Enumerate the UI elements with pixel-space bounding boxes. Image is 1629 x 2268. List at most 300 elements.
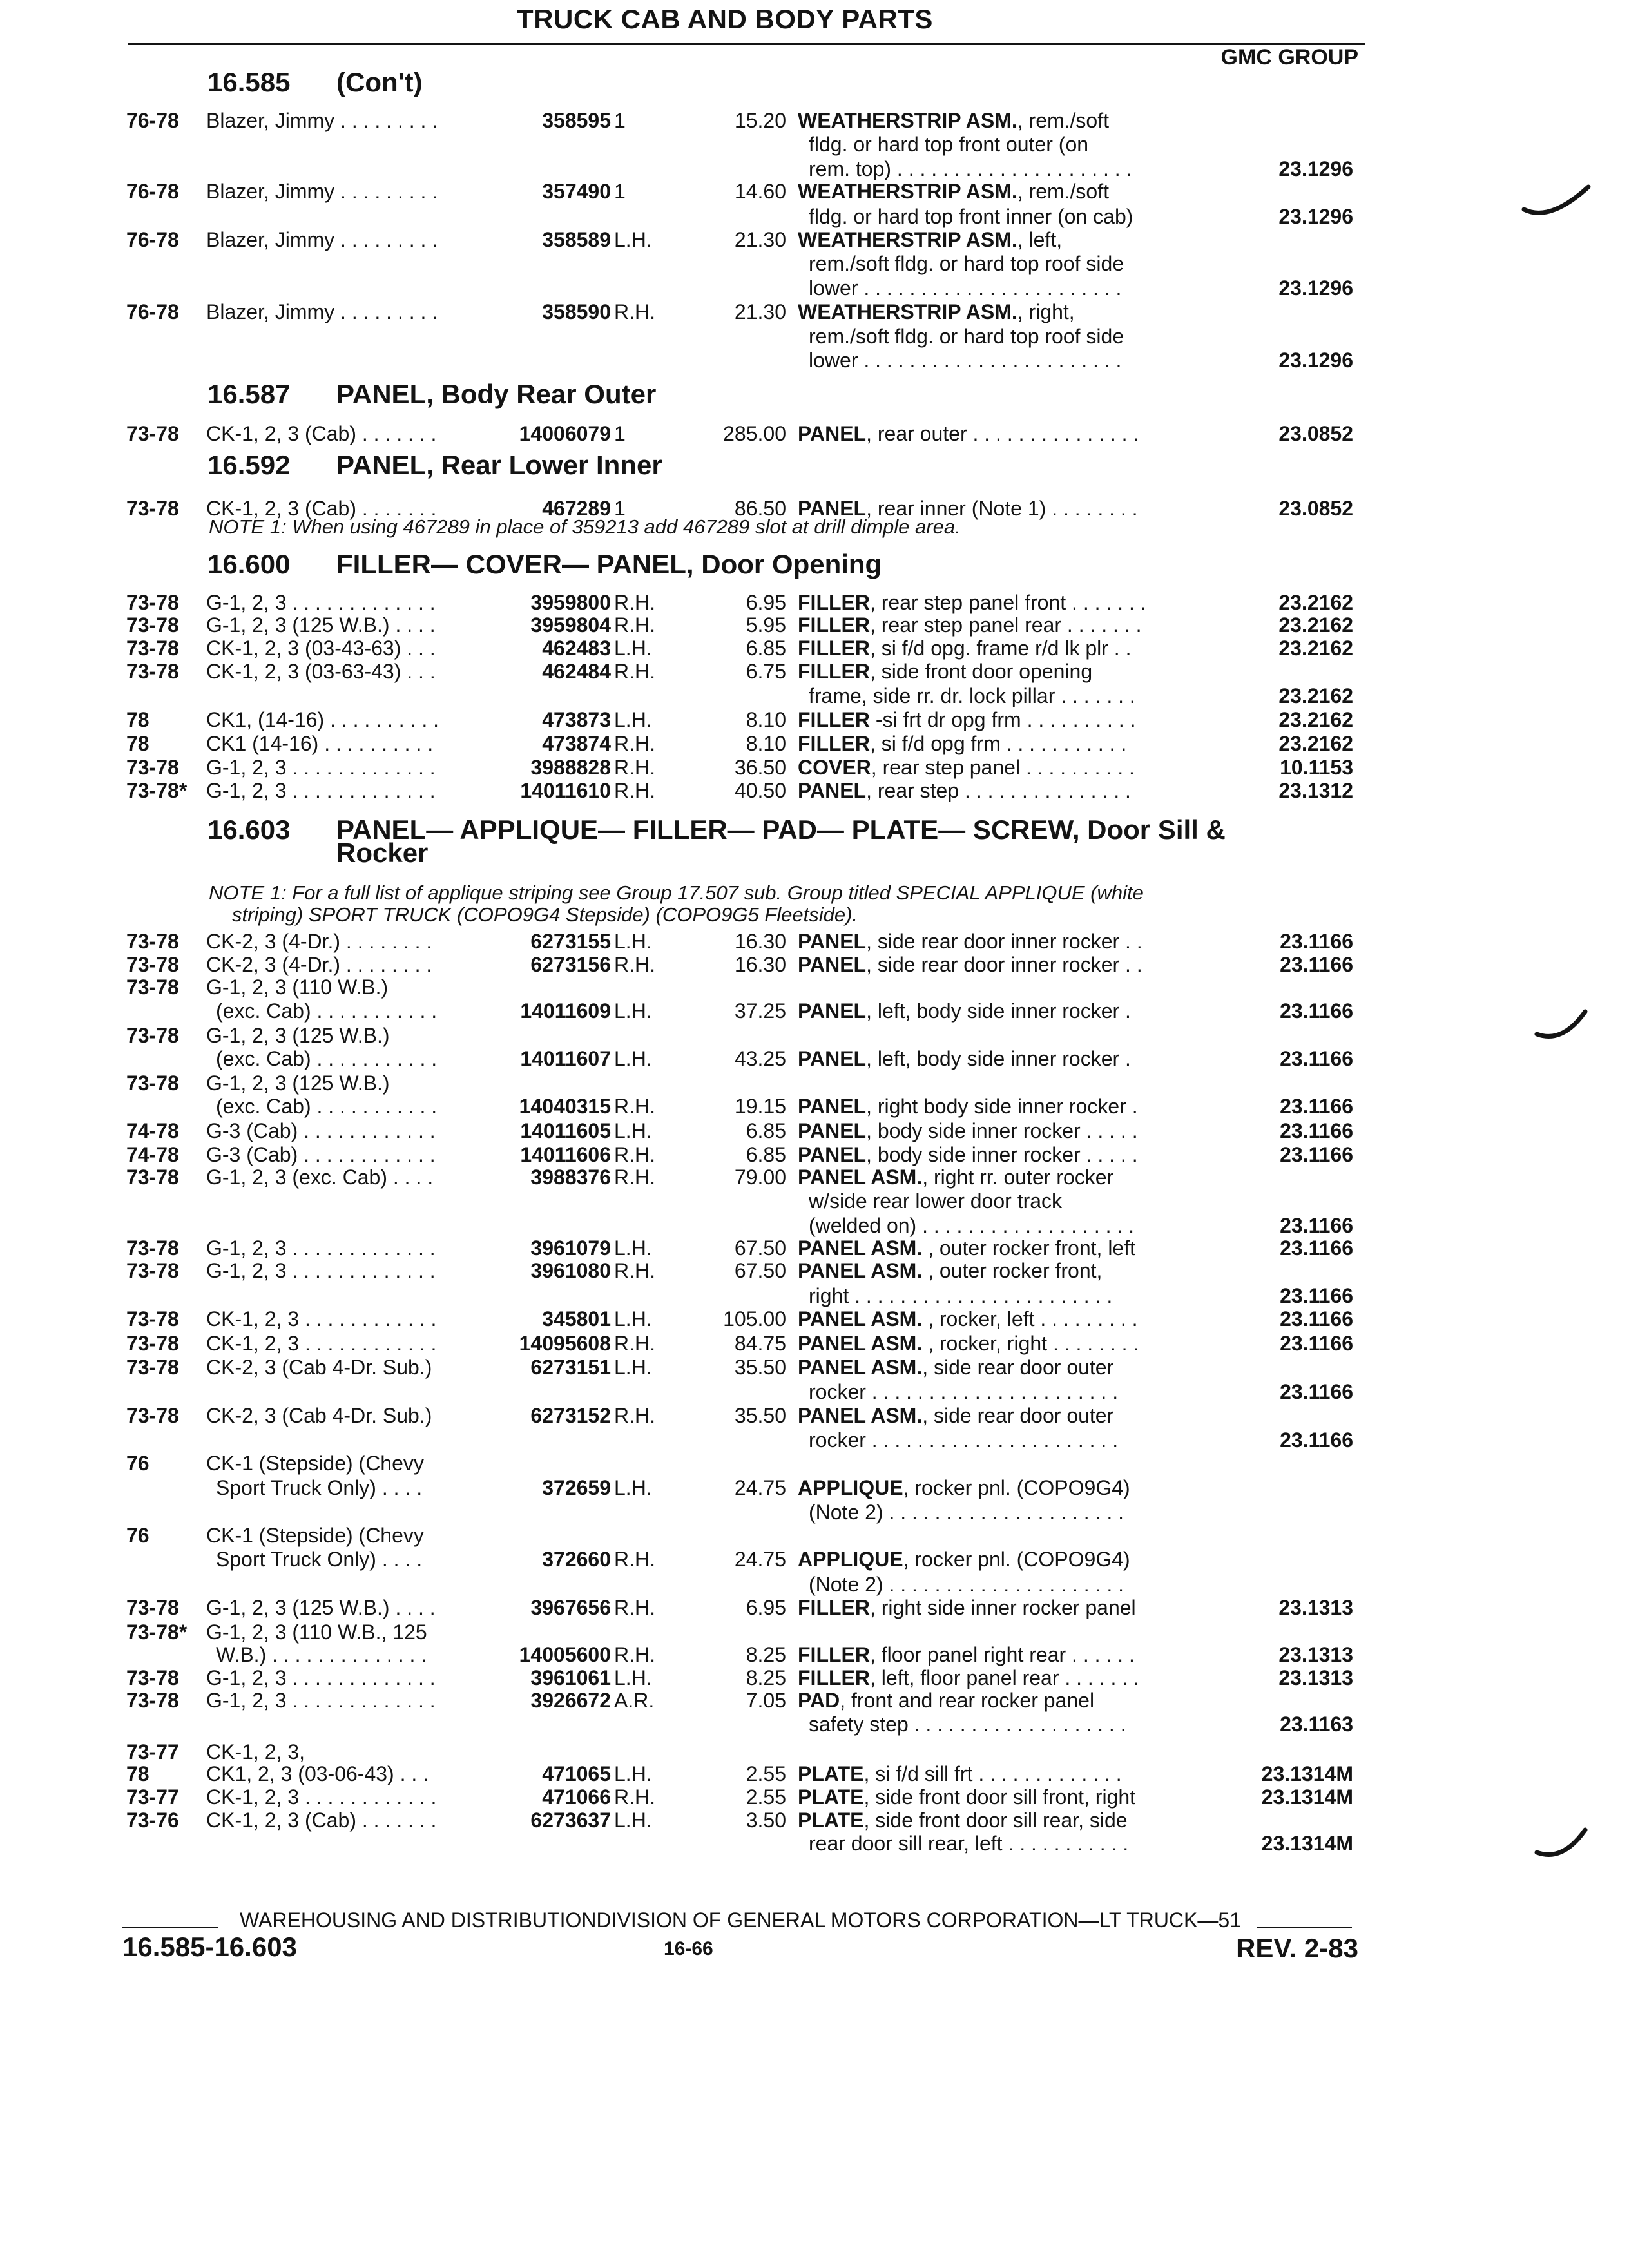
quantity-side: L.H. xyxy=(614,1762,652,1785)
description xyxy=(798,1403,1210,1428)
section-number: 16.600 xyxy=(207,549,291,579)
part-number: 14095608 xyxy=(519,1332,611,1355)
table-row xyxy=(0,496,1629,521)
model-year: 76-78 xyxy=(126,109,179,132)
group-number: 23.1312 xyxy=(1278,779,1353,802)
quantity-side: L.H. xyxy=(614,1236,652,1260)
description-text: , rear step panel front . . . . . . . xyxy=(869,591,1146,614)
group-number: 23.1314M xyxy=(1261,1785,1353,1809)
price: 16.30 xyxy=(734,930,786,953)
description xyxy=(809,276,1221,300)
part-name: WEATHERSTRIP ASM. xyxy=(798,300,1017,323)
table-row xyxy=(0,1023,1629,1048)
part-number: 3926672 xyxy=(530,1689,611,1712)
group-number: 23.2162 xyxy=(1278,708,1353,731)
model-year: 73-78 xyxy=(126,422,179,445)
group-number: 23.1166 xyxy=(1280,1047,1353,1070)
part-name: PANEL xyxy=(798,1143,867,1166)
part-name: APPLIQUE xyxy=(798,1548,903,1571)
model-year: 73-78 xyxy=(126,1307,179,1331)
description-text: , rocker pnl. (COPO9G4) xyxy=(903,1548,1130,1571)
quantity-side: L.H. xyxy=(614,637,652,660)
part-number: 3961080 xyxy=(530,1259,611,1282)
quantity-side: R.H. xyxy=(614,300,655,323)
description xyxy=(809,1572,1221,1597)
description xyxy=(809,1428,1221,1452)
price: 8.25 xyxy=(746,1643,786,1666)
description-text: fldg. or hard top front outer (on xyxy=(809,133,1089,156)
table-row xyxy=(0,1572,1629,1597)
description-text: , left, body side inner rocker . xyxy=(866,999,1131,1023)
part-number: 14011610 xyxy=(520,779,611,802)
table-row xyxy=(0,975,1629,999)
description xyxy=(809,1283,1221,1308)
model-year: 73-78 xyxy=(126,1166,179,1189)
description xyxy=(798,659,1210,684)
model: G-1, 2, 3 (110 W.B., 125 xyxy=(206,1620,427,1644)
model: G-1, 2, 3 . . . . . . . . . . . . . xyxy=(206,779,436,802)
model-year: 73-77 xyxy=(126,1785,179,1809)
group-number: 23.2162 xyxy=(1278,637,1353,660)
table-row xyxy=(0,179,1629,204)
model-year: 73-78 xyxy=(126,930,179,953)
part-number: 14006079 xyxy=(519,422,611,445)
price: 36.50 xyxy=(734,756,786,779)
model: G-1, 2, 3 (125 W.B.) xyxy=(206,1024,390,1047)
section-number: 16.592 xyxy=(207,450,291,480)
quantity-side: R.H. xyxy=(614,732,655,755)
price: 5.95 xyxy=(746,613,786,637)
part-number: 471065 xyxy=(542,1762,611,1785)
description-text: lower . . . . . . . . . . . . . . . . . . . . . . . xyxy=(809,349,1122,372)
price: 6.85 xyxy=(746,1119,786,1142)
description-text: safety step . . . . . . . . . . . . . . . . . . . xyxy=(809,1713,1126,1736)
table-row xyxy=(0,590,1629,615)
price: 86.50 xyxy=(734,497,786,520)
model: (exc. Cab) . . . . . . . . . . . xyxy=(216,999,438,1023)
model: G-1, 2, 3 . . . . . . . . . . . . . xyxy=(206,1259,436,1282)
part-name: PANEL xyxy=(798,930,867,953)
description-text: , left, xyxy=(1017,228,1063,251)
header-rule xyxy=(128,43,1365,45)
model: (exc. Cab) . . . . . . . . . . . xyxy=(216,1047,438,1070)
description-text: rem./soft fldg. or hard top roof side xyxy=(809,252,1124,275)
description-text: , body side inner rocker . . . . . xyxy=(866,1119,1138,1142)
description-text: (welded on) . . . . . . . . . . . . . . . . . . . xyxy=(809,1214,1135,1237)
description-text: , right, xyxy=(1017,300,1075,323)
quantity-side: L.H. xyxy=(614,999,652,1023)
part-number: 358590 xyxy=(542,300,611,323)
quantity-side: R.H. xyxy=(614,1259,655,1282)
description-text: right . . . . . . . . . . . . . . . . . . . . . . . xyxy=(809,1284,1113,1307)
price: 105.00 xyxy=(723,1307,786,1331)
model-year: 76 xyxy=(126,1524,149,1547)
model: CK-1, 2, 3 (Cab) . . . . . . . xyxy=(206,1809,437,1832)
model-year: 76 xyxy=(126,1452,149,1475)
table-row xyxy=(0,227,1629,252)
description-text: , rem./soft xyxy=(1017,109,1109,132)
model: G-1, 2, 3 . . . . . . . . . . . . . xyxy=(206,591,436,614)
section-number: 16.587 xyxy=(207,379,291,409)
model: Sport Truck Only) . . . . xyxy=(216,1548,423,1571)
model: Blazer, Jimmy . . . . . . . . . xyxy=(206,180,438,203)
description-text: , rocker pnl. (COPO9G4) xyxy=(903,1476,1130,1499)
price: 21.30 xyxy=(734,228,786,251)
price: 40.50 xyxy=(734,779,786,802)
description-text: , outer rocker front, left xyxy=(922,1236,1135,1260)
table-row xyxy=(0,684,1629,708)
quantity-side: L.H. xyxy=(614,1666,652,1689)
part-number: 357490 xyxy=(542,180,611,203)
part-number: 14005600 xyxy=(519,1643,611,1666)
section-title: PANEL— APPLIQUE— FILLER— PAD— PLATE— SCREW, Door Sill & xyxy=(336,814,1226,845)
model: CK-2, 3 (Cab 4-Dr. Sub.) xyxy=(206,1404,432,1427)
quantity-side: R.H. xyxy=(614,1785,655,1809)
note: NOTE 1: When using 467289 in place of 359213 add 467289 slot at drill dimple area. xyxy=(209,515,961,538)
group-number: 23.2162 xyxy=(1278,591,1353,614)
description-text: , side front door sill front, right xyxy=(863,1785,1136,1809)
part-number: 3961079 xyxy=(530,1236,611,1260)
price: 15.20 xyxy=(734,109,786,132)
part-name: FILLER xyxy=(798,1666,870,1689)
description-text: rem. top) . . . . . . . . . . . . . . . . . . . . . xyxy=(809,157,1132,180)
group-number: 23.2162 xyxy=(1278,684,1353,707)
description-text: , side rear door inner rocker . . xyxy=(866,953,1142,976)
part-name: PANEL xyxy=(798,999,867,1023)
part-name: FILLER xyxy=(798,1596,870,1619)
note: striping) SPORT TRUCK (COPO9G4 Stepside) (COPO9G5 Fleetside). xyxy=(232,903,858,926)
table-row xyxy=(0,707,1629,732)
table-row xyxy=(0,1595,1629,1620)
table-row xyxy=(0,1094,1629,1119)
table-row xyxy=(0,1523,1629,1548)
footer-page-number: 16-66 xyxy=(664,1938,713,1959)
table-row xyxy=(0,132,1629,157)
description xyxy=(798,1119,1210,1143)
description xyxy=(809,157,1221,181)
model-year: 73-78 xyxy=(126,1024,179,1047)
quantity-side: L.H. xyxy=(614,1356,652,1379)
table-row xyxy=(0,157,1629,181)
group-number: 23.1166 xyxy=(1280,1236,1353,1260)
part-number: 6273156 xyxy=(530,953,611,976)
part-name: WEATHERSTRIP ASM. xyxy=(798,228,1017,251)
price: 8.10 xyxy=(746,732,786,755)
part-number: 471066 xyxy=(542,1785,611,1809)
description xyxy=(798,1666,1210,1690)
model: CK-2, 3 (Cab 4-Dr. Sub.) xyxy=(206,1356,432,1379)
description xyxy=(809,1213,1221,1238)
quantity-side: L.H. xyxy=(614,1476,652,1499)
description xyxy=(798,1258,1210,1283)
part-number: 14040315 xyxy=(519,1095,611,1118)
quantity-side: R.H. xyxy=(614,779,655,802)
table-row xyxy=(0,999,1629,1023)
footer-rule xyxy=(122,1927,218,1928)
quantity-side: R.H. xyxy=(614,660,655,683)
section-number: 16.585 xyxy=(207,67,291,97)
group-number: 23.1296 xyxy=(1278,205,1353,228)
description-text: , front and rear rocker panel xyxy=(840,1689,1095,1712)
group-number: 23.1166 xyxy=(1280,930,1353,953)
quantity-side: R.H. xyxy=(614,1596,655,1619)
group-number: 23.1166 xyxy=(1280,1380,1353,1403)
part-number: 3967656 xyxy=(530,1596,611,1619)
description xyxy=(798,999,1210,1023)
group-number: 23.0852 xyxy=(1278,422,1353,445)
table-row xyxy=(0,1165,1629,1189)
description xyxy=(798,1165,1210,1189)
description-text: -si frt dr opg frm . . . . . . . . . . xyxy=(869,708,1136,731)
part-name: PANEL ASM. xyxy=(798,1356,923,1379)
description-text: , rocker, left . . . . . . . . . xyxy=(922,1307,1138,1331)
model: G-1, 2, 3 . . . . . . . . . . . . . xyxy=(206,1689,436,1712)
quantity-side: R.H. xyxy=(614,1404,655,1427)
description xyxy=(809,1831,1221,1856)
group-number: 23.1166 xyxy=(1280,1119,1353,1142)
model: CK-1, 2, 3 . . . . . . . . . . . . xyxy=(206,1332,437,1355)
description-text: (Note 2) . . . . . . . . . . . . . . . . . . . . . xyxy=(809,1501,1124,1524)
part-number: 6273155 xyxy=(530,930,611,953)
quantity-side: R.H. xyxy=(614,1643,655,1666)
description xyxy=(798,1642,1210,1667)
description-text: , side rear door inner rocker . . xyxy=(866,930,1142,953)
part-number: 14011605 xyxy=(520,1119,611,1142)
description xyxy=(798,952,1210,977)
table-row xyxy=(0,276,1629,300)
part-name: COVER xyxy=(798,756,871,779)
part-number: 3988376 xyxy=(530,1166,611,1189)
price: 285.00 xyxy=(723,422,786,445)
description-text: , floor panel right rear . . . . . . xyxy=(869,1643,1135,1666)
model: Blazer, Jimmy . . . . . . . . . xyxy=(206,228,438,251)
group-number: 23.1166 xyxy=(1280,1284,1353,1307)
table-row xyxy=(0,1119,1629,1143)
table-row xyxy=(0,1740,1629,1764)
part-name: PANEL ASM. xyxy=(798,1404,923,1427)
binding-mark xyxy=(1534,1005,1598,1050)
description xyxy=(798,1547,1210,1571)
model-year: 76-78 xyxy=(126,180,179,203)
price: 24.75 xyxy=(734,1548,786,1571)
model: CK-1, 2, 3, xyxy=(206,1740,305,1763)
part-name: PANEL ASM. xyxy=(798,1166,923,1189)
table-row xyxy=(0,929,1629,954)
description-text: fldg. or hard top front inner (on cab) xyxy=(809,205,1133,228)
part-name: PAD xyxy=(798,1689,840,1712)
quantity-side: L.H. xyxy=(614,1809,652,1832)
footer-rule xyxy=(1257,1927,1352,1928)
section-title: PANEL, Rear Lower Inner xyxy=(336,450,662,480)
table-row xyxy=(0,778,1629,803)
quantity-side: R.H. xyxy=(614,953,655,976)
model: G-1, 2, 3 . . . . . . . . . . . . . xyxy=(206,756,436,779)
note: NOTE 1: For a full list of applique striping see Group 17.507 sub. Group titled SPECIAL APPLIQUE (white xyxy=(209,881,1144,904)
description xyxy=(798,227,1210,252)
table-row xyxy=(0,1283,1629,1308)
group-number: 23.1296 xyxy=(1278,349,1353,372)
model: CK-1 (Stepside) (Chevy xyxy=(206,1452,424,1475)
price: 6.85 xyxy=(746,637,786,660)
description xyxy=(798,778,1210,803)
quantity-side: L.H. xyxy=(614,1307,652,1331)
model-year: 73-78* xyxy=(126,1620,188,1644)
group-number: 10.1153 xyxy=(1280,756,1353,779)
price: 6.95 xyxy=(746,1596,786,1619)
model-year: 73-78 xyxy=(126,756,179,779)
part-name: APPLIQUE xyxy=(798,1476,903,1499)
table-row xyxy=(0,251,1629,276)
part-number: 3959804 xyxy=(530,613,611,637)
description xyxy=(809,251,1221,276)
model-year: 73-76 xyxy=(126,1809,179,1832)
part-name: PANEL ASM. xyxy=(798,1307,923,1331)
part-number: 14011607 xyxy=(520,1047,611,1070)
price: 6.85 xyxy=(746,1143,786,1166)
part-name: PANEL xyxy=(798,779,867,802)
price: 7.05 xyxy=(746,1689,786,1712)
description-text: , rear outer . . . . . . . . . . . . . . . xyxy=(866,422,1139,445)
part-number: 6273152 xyxy=(530,1404,611,1427)
model: G-1, 2, 3 . . . . . . . . . . . . . xyxy=(206,1666,436,1689)
description xyxy=(798,179,1210,204)
description xyxy=(809,204,1221,229)
description-text: lower . . . . . . . . . . . . . . . . . . . . . . . xyxy=(809,276,1122,300)
description-text: (Note 2) . . . . . . . . . . . . . . . . . . . . . xyxy=(809,1573,1124,1596)
group-number: 23.1166 xyxy=(1280,1428,1353,1452)
table-row xyxy=(0,108,1629,133)
part-number: 467289 xyxy=(542,497,611,520)
description xyxy=(809,1379,1221,1404)
model: G-1, 2, 3 . . . . . . . . . . . . . xyxy=(206,1236,436,1260)
price: 35.50 xyxy=(734,1356,786,1379)
section-title: PANEL, Body Rear Outer xyxy=(336,379,657,409)
model: Sport Truck Only) . . . . xyxy=(216,1476,423,1499)
model: CK-2, 3 (4-Dr.) . . . . . . . . xyxy=(206,930,432,953)
quantity-side: 1 xyxy=(614,109,626,132)
table-row xyxy=(0,348,1629,372)
model-year: 73-78 xyxy=(126,497,179,520)
table-row xyxy=(0,613,1629,637)
description-text: , si f/d opg frm . . . . . . . . . . . xyxy=(869,732,1127,755)
table-row xyxy=(0,1451,1629,1475)
table-row xyxy=(0,1620,1629,1644)
group-number: 23.1166 xyxy=(1280,1332,1353,1355)
group-number: 23.0852 xyxy=(1278,497,1353,520)
description-text: , rear step panel . . . . . . . . . . xyxy=(871,756,1135,779)
group-number: 23.1166 xyxy=(1280,1214,1353,1237)
part-name: PANEL xyxy=(798,1119,867,1142)
model-year: 73-78 xyxy=(126,1689,179,1712)
description xyxy=(809,132,1221,157)
table-row xyxy=(0,1046,1629,1071)
description xyxy=(798,1595,1210,1620)
price: 84.75 xyxy=(734,1332,786,1355)
price: 43.25 xyxy=(734,1047,786,1070)
footer-text: WAREHOUSING AND DISTRIBUTIONDIVISION OF GENERAL MOTORS CORPORATION—LT TRUCK—51 xyxy=(240,1908,1241,1932)
description-text: , rem./soft xyxy=(1017,180,1109,203)
description xyxy=(798,1762,1210,1786)
price: 67.50 xyxy=(734,1236,786,1260)
table-row xyxy=(0,1712,1629,1736)
description xyxy=(798,731,1210,756)
model-year: 73-78 xyxy=(126,591,179,614)
footer-section-range: 16.585-16.603 xyxy=(122,1932,297,1962)
model-year: 73-78 xyxy=(126,953,179,976)
group-number: 23.1166 xyxy=(1280,1307,1353,1331)
model: G-3 (Cab) . . . . . . . . . . . . xyxy=(206,1143,436,1166)
description-text: , si f/d sill frt . . . . . . . . . . . . . xyxy=(863,1762,1122,1785)
description xyxy=(798,1307,1210,1331)
table-row xyxy=(0,1688,1629,1713)
part-number: 462484 xyxy=(542,660,611,683)
quantity-side: A.R. xyxy=(614,1689,655,1712)
table-row xyxy=(0,1808,1629,1832)
group-number: 23.1314M xyxy=(1261,1762,1353,1785)
quantity-side: 1 xyxy=(614,180,626,203)
table-row xyxy=(0,952,1629,977)
description xyxy=(798,1808,1210,1832)
part-name: FILLER xyxy=(798,613,870,637)
part-name: FILLER xyxy=(798,732,870,755)
description xyxy=(798,1475,1210,1500)
model-year: 73-78 xyxy=(126,613,179,637)
section-title-continued: Rocker xyxy=(336,838,429,868)
model-year: 74-78 xyxy=(126,1143,179,1166)
table-row xyxy=(0,1379,1629,1404)
part-number: 473873 xyxy=(542,708,611,731)
group-number: 23.1166 xyxy=(1280,1095,1353,1118)
part-name: PANEL xyxy=(798,422,867,445)
model-year: 73-78 xyxy=(126,1072,179,1095)
model: CK-1, 2, 3 (03-63-43) . . . xyxy=(206,660,436,683)
quantity-side: R.H. xyxy=(614,613,655,637)
description-text: , rear step . . . . . . . . . . . . . . . xyxy=(866,779,1131,802)
model: CK1 (14-16) . . . . . . . . . . xyxy=(206,732,434,755)
table-row xyxy=(0,1428,1629,1452)
group-number: 23.1166 xyxy=(1280,953,1353,976)
quantity-side: L.H. xyxy=(614,708,652,731)
description xyxy=(798,300,1210,324)
group-number: 23.1313 xyxy=(1278,1596,1353,1619)
description-text: , rear inner (Note 1) . . . . . . . . xyxy=(866,497,1138,520)
part-number: 345801 xyxy=(542,1307,611,1331)
part-name: PANEL xyxy=(798,953,867,976)
description-text: , right rr. outer rocker xyxy=(922,1166,1114,1189)
part-number: 3959800 xyxy=(530,591,611,614)
description xyxy=(798,1046,1210,1071)
model-year: 73-78* xyxy=(126,779,188,802)
footer-revision: REV. 2-83 xyxy=(1236,1933,1358,1963)
part-number: 372659 xyxy=(542,1476,611,1499)
model: Blazer, Jimmy . . . . . . . . . xyxy=(206,300,438,323)
model: G-3 (Cab) . . . . . . . . . . . . xyxy=(206,1119,436,1142)
description xyxy=(798,707,1210,732)
description xyxy=(798,929,1210,954)
quantity-side: R.H. xyxy=(614,1332,655,1355)
model-year: 74-78 xyxy=(126,1119,179,1142)
description xyxy=(798,1331,1210,1356)
table-row xyxy=(0,659,1629,684)
group-number: 23.1313 xyxy=(1278,1666,1353,1689)
model: CK-1, 2, 3 . . . . . . . . . . . . xyxy=(206,1785,437,1809)
description xyxy=(798,1688,1210,1713)
description-text: , body side inner rocker . . . . . xyxy=(866,1143,1138,1166)
section-number: 16.603 xyxy=(207,814,291,845)
model: (exc. Cab) . . . . . . . . . . . xyxy=(216,1095,438,1118)
part-number: 6273637 xyxy=(530,1809,611,1832)
part-number: 462483 xyxy=(542,637,611,660)
